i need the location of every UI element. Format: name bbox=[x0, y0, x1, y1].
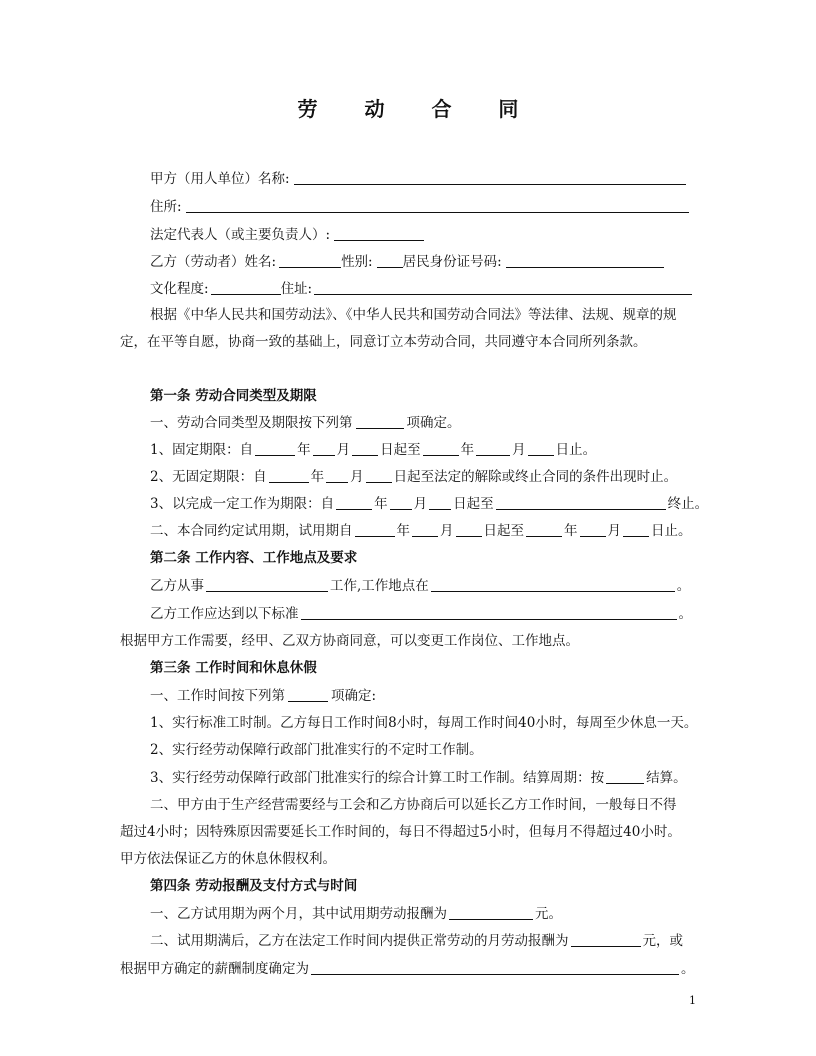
probation-start-year-blank[interactable] bbox=[355, 521, 395, 537]
contract-type-blank[interactable] bbox=[356, 413, 404, 429]
open-start-day-blank[interactable] bbox=[366, 467, 392, 483]
party-b-address-label: 住址: bbox=[280, 281, 313, 297]
salary-system-line bbox=[120, 958, 697, 980]
month-text: 月 bbox=[350, 469, 364, 485]
party-b-name-blank[interactable] bbox=[279, 252, 341, 268]
adjust-line: 根据甲方工作需要，经甲、乙双方协商同意，可以变更工作岗位、工作地点。 bbox=[120, 633, 579, 649]
task-term-line bbox=[150, 493, 709, 515]
month-text: 月 bbox=[607, 523, 621, 539]
probation-end-day-blank[interactable] bbox=[623, 521, 649, 537]
party-b-education-blank[interactable] bbox=[211, 279, 281, 295]
year-text: 年 bbox=[310, 469, 325, 485]
work-standard-blank[interactable] bbox=[301, 604, 677, 620]
open-term-label: 2、无固定期限：自 bbox=[150, 469, 267, 485]
regular-pay-label: 二、试用期满后，乙方在法定工作时间内提供正常劳动的月劳动报酬为 bbox=[150, 933, 569, 949]
job-line bbox=[150, 575, 697, 597]
article-1-item-1-suffix: 项确定。 bbox=[406, 415, 461, 431]
start-text: 日起至 bbox=[380, 442, 421, 458]
year-text: 年 bbox=[374, 496, 388, 512]
fixed-term-label: 1、固定期限：自 bbox=[150, 442, 254, 458]
article-1-item-1 bbox=[150, 412, 697, 434]
fixed-start-year-blank[interactable] bbox=[255, 440, 295, 456]
party-a-address-label: 住所: bbox=[150, 199, 182, 215]
party-b-gender-label: 性别: bbox=[341, 254, 373, 270]
party-a-address-line bbox=[150, 196, 697, 218]
preamble-text-1: 根据《中华人民共和国劳动法》、《中华人民共和国劳动合同法》等法律、法规、规章的规 bbox=[150, 307, 677, 323]
regular-pay-line bbox=[150, 930, 697, 952]
fixed-term-line bbox=[150, 439, 697, 461]
open-term-line bbox=[150, 466, 697, 488]
fixed-start-day-blank[interactable] bbox=[352, 440, 378, 456]
period-text: 。 bbox=[676, 578, 691, 594]
overtime-line-1: 二、甲方由于生产经营需要经与工会和乙方协商后可以延长乙方工作时间，一般每日不得 bbox=[150, 797, 677, 813]
preamble-line-2 bbox=[120, 331, 697, 353]
overtime-line-2: 超过4小时；因特殊原因需要延长工作时间的，每日不得超过5小时，但每月不得超过40小时。 bbox=[120, 824, 681, 840]
open-start-month-blank[interactable] bbox=[326, 467, 348, 483]
task-end-text: 终止。 bbox=[667, 496, 709, 512]
party-a-name-line bbox=[150, 168, 697, 190]
yuan-or-text: 元，或 bbox=[642, 933, 683, 949]
year-text: 年 bbox=[297, 442, 311, 458]
standard-hours-line: 1、实行标准工时制。乙方每日工作时间8小时，每周工作时间40小时，每周至少休息一天。 bbox=[150, 715, 698, 731]
probation-start-month-blank[interactable] bbox=[412, 521, 438, 537]
probation-label: 二、本合同约定试用期，试用期自 bbox=[150, 523, 353, 539]
end-text: 日止。 bbox=[651, 523, 692, 539]
party-b-line bbox=[150, 251, 697, 273]
fixed-end-day-blank[interactable] bbox=[528, 440, 554, 456]
work-location-blank[interactable] bbox=[431, 576, 675, 592]
task-start-day-blank[interactable] bbox=[429, 494, 451, 510]
article-1-heading: 第一条 劳动合同类型及期限 bbox=[150, 388, 317, 404]
party-a-name-blank[interactable] bbox=[294, 169, 686, 185]
year-text: 年 bbox=[396, 523, 410, 539]
end-text: 日止。 bbox=[555, 442, 597, 458]
month-text: 月 bbox=[512, 442, 526, 458]
page-number: 1 bbox=[689, 994, 696, 1007]
month-text: 月 bbox=[440, 523, 454, 539]
probation-end-month-blank[interactable] bbox=[580, 521, 606, 537]
probation-start-day-blank[interactable] bbox=[456, 521, 482, 537]
work-hours-suffix: 项确定: bbox=[331, 688, 377, 704]
year-text: 年 bbox=[564, 523, 578, 539]
task-start-month-blank[interactable] bbox=[390, 494, 412, 510]
period-text: 。 bbox=[681, 961, 695, 977]
preamble-line-1 bbox=[150, 304, 697, 326]
settlement-period-blank[interactable] bbox=[606, 768, 644, 784]
task-term-label: 3、以完成一定工作为期限：自 bbox=[150, 496, 335, 512]
fixed-end-year-blank[interactable] bbox=[423, 440, 459, 456]
standard-line bbox=[150, 603, 697, 625]
article-3-item-1 bbox=[150, 685, 697, 707]
work-location-label: 工作,工作地点在 bbox=[330, 578, 429, 594]
overtime-line-3: 甲方依法保证乙方的休息休假权利。 bbox=[120, 851, 336, 867]
flexible-hours-line: 2、实行经劳动保障行政部门批准实行的不定时工作制。 bbox=[150, 742, 483, 758]
comprehensive-hours-label: 3、实行经劳动保障行政部门批准实行的综合计算工时工作制。结算周期：按 bbox=[150, 770, 605, 786]
job-label: 乙方从事 bbox=[150, 578, 204, 594]
preamble-text-2: 定，在平等自愿，协商一致的基础上，同意订立本劳动合同，共同遵守本合同所列条款。 bbox=[120, 334, 647, 350]
legal-rep-line bbox=[150, 224, 697, 246]
month-text: 月 bbox=[413, 496, 428, 512]
probation-pay-line bbox=[150, 903, 697, 925]
document-title: 劳 动 合 同 bbox=[297, 97, 539, 121]
party-b-gender-blank[interactable] bbox=[377, 252, 403, 268]
period-text: 。 bbox=[678, 606, 692, 622]
fixed-end-month-blank[interactable] bbox=[476, 440, 510, 456]
party-b-education-line bbox=[150, 278, 697, 300]
open-term-end-text: 日起至法定的解除或终止合同的条件出现时止。 bbox=[393, 469, 678, 485]
task-description-blank[interactable] bbox=[496, 494, 666, 510]
month-text: 月 bbox=[336, 442, 351, 458]
party-b-id-blank[interactable] bbox=[506, 252, 664, 268]
salary-system-blank[interactable] bbox=[311, 959, 679, 975]
settlement-suffix: 结算。 bbox=[646, 770, 687, 786]
legal-rep-blank[interactable] bbox=[334, 225, 424, 241]
regular-pay-blank[interactable] bbox=[571, 931, 641, 947]
start-text: 日起至 bbox=[483, 523, 524, 539]
party-b-address-blank[interactable] bbox=[314, 279, 692, 295]
legal-rep-label: 法定代表人（或主要负责人）: bbox=[150, 227, 331, 243]
work-hours-type-blank[interactable] bbox=[288, 686, 328, 702]
party-b-education-label: 文化程度: bbox=[150, 281, 209, 297]
party-a-name-label: 甲方（用人单位）名称: bbox=[150, 171, 290, 187]
probation-end-year-blank[interactable] bbox=[526, 521, 562, 537]
comprehensive-hours-line bbox=[150, 767, 697, 789]
article-4-heading: 第四条 劳动报酬及支付方式与时间 bbox=[150, 878, 358, 894]
salary-system-label: 根据甲方确定的薪酬制度确定为 bbox=[120, 961, 309, 977]
year-text: 年 bbox=[460, 442, 475, 458]
party-b-name-label: 乙方（劳动者）姓名: bbox=[150, 254, 277, 270]
article-1-item-1-text: 一、劳动合同类型及期限按下列第 bbox=[150, 415, 353, 431]
fixed-start-month-blank[interactable] bbox=[313, 440, 335, 456]
task-start-year-blank[interactable] bbox=[336, 494, 372, 510]
yuan-text: 元。 bbox=[535, 906, 562, 922]
party-b-id-label: 居民身份证号码: bbox=[402, 254, 502, 270]
open-start-year-blank[interactable] bbox=[269, 467, 309, 483]
standard-label: 乙方工作应达到以下标准 bbox=[150, 606, 299, 622]
start-text: 日起至 bbox=[453, 496, 494, 512]
party-a-address-blank[interactable] bbox=[186, 197, 689, 213]
probation-pay-blank[interactable] bbox=[449, 904, 533, 920]
probation-line bbox=[150, 520, 697, 542]
article-3-heading: 第三条 工作时间和休息休假 bbox=[150, 660, 317, 676]
article-2-heading: 第二条 工作内容、工作地点及要求 bbox=[150, 550, 358, 566]
probation-pay-label: 一、乙方试用期为两个月，其中试用期劳动报酬为 bbox=[150, 906, 447, 922]
work-hours-label: 一、工作时间按下列第 bbox=[150, 688, 285, 704]
job-position-blank[interactable] bbox=[206, 576, 328, 592]
